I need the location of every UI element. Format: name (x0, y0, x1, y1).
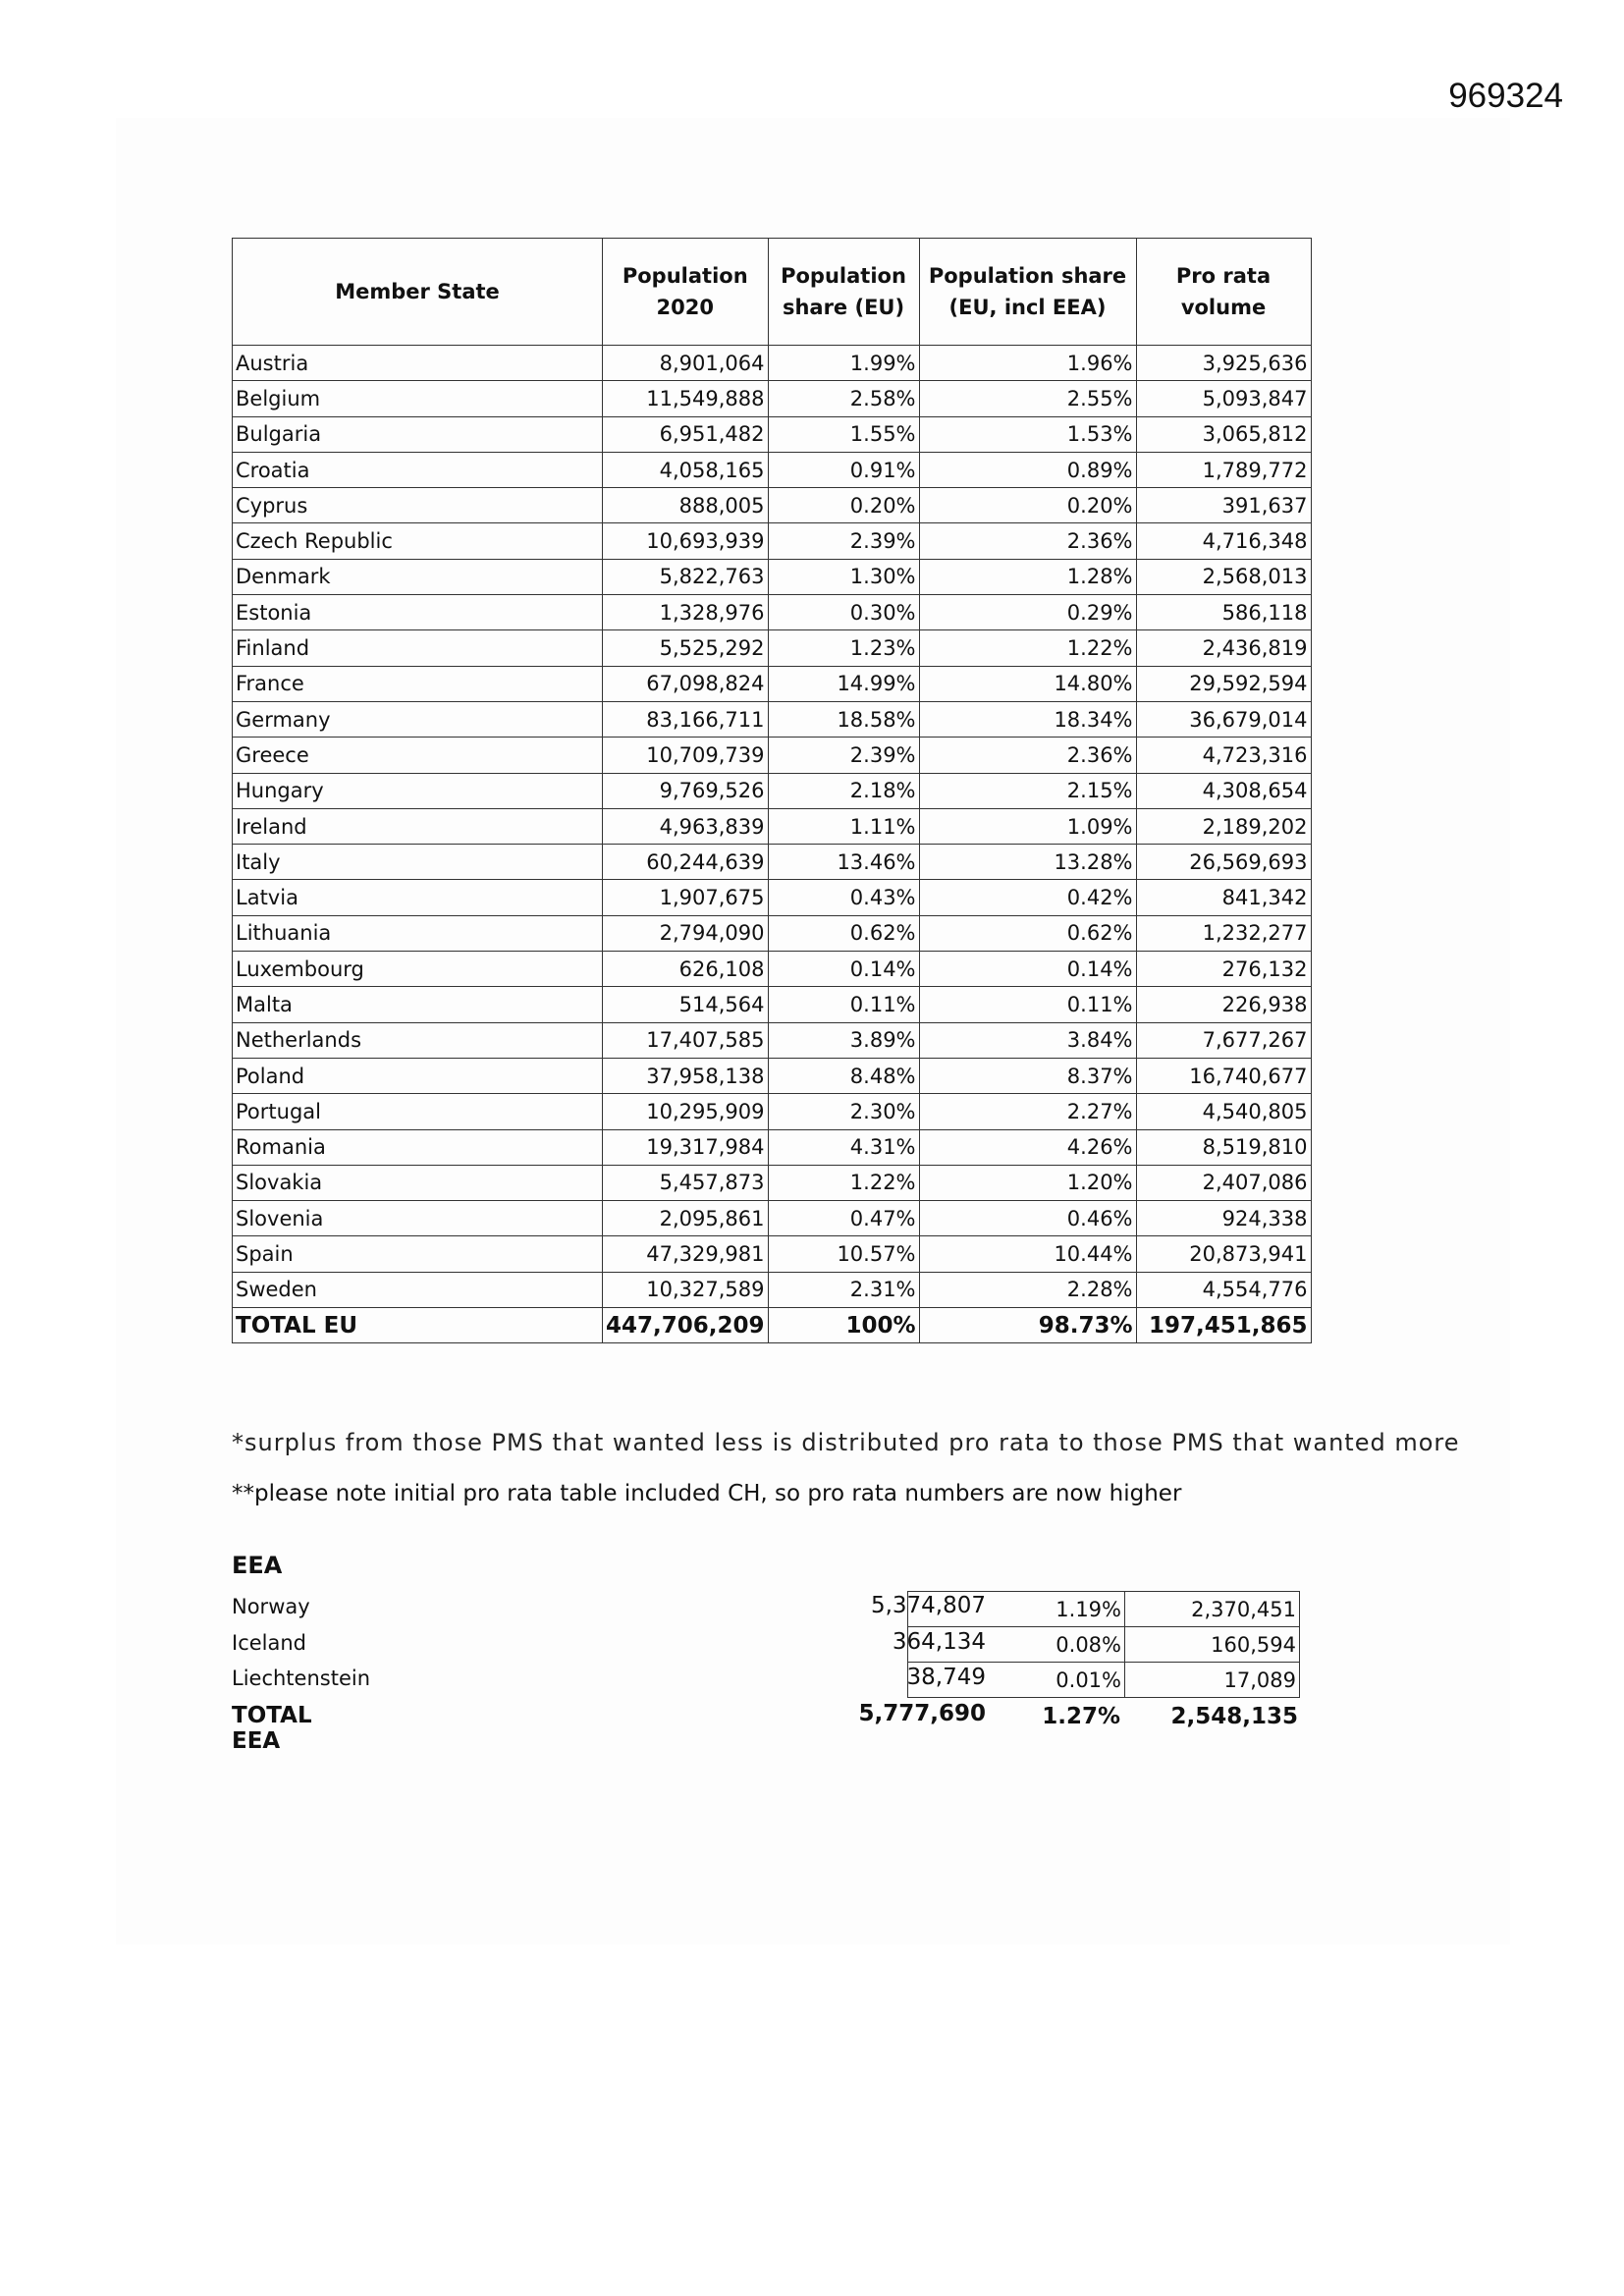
document-number: 969324 (1448, 77, 1563, 115)
cell-pro-rata-volume: 2,568,013 (1136, 559, 1311, 594)
cell-population-2020: 9,769,526 (603, 773, 769, 808)
cell-member-state: Germany (233, 701, 603, 737)
cell-share-eu: 1.11% (768, 808, 919, 844)
header-population-share-eea: Population share (EU, incl EEA) (919, 239, 1136, 346)
table-row (233, 880, 1312, 915)
cell-pro-rata-volume: 2,407,086 (1136, 1165, 1311, 1200)
cell-share-eea: 13.28% (919, 845, 1136, 880)
cell-share-eu: 0.14% (768, 952, 919, 987)
table-row (233, 595, 1312, 630)
eea-population: 38,749 (906, 1665, 986, 1690)
cell-pro-rata-volume: 4,716,348 (1136, 523, 1311, 559)
cell-share-eea: 1.09% (919, 808, 1136, 844)
cell-pro-rata-volume: 36,679,014 (1136, 701, 1311, 737)
cell-share-eea: 10.44% (919, 1236, 1136, 1272)
cell-population-2020: 10,693,939 (603, 523, 769, 559)
cell-share-eu: 2.39% (768, 523, 919, 559)
table-row (233, 701, 1312, 737)
header-population-share-eu: Population share (EU) (768, 239, 919, 346)
cell-share-eu: 18.58% (768, 701, 919, 737)
total-cell-share-eu: 100% (768, 1308, 919, 1343)
cell-population-2020: 8,901,064 (603, 346, 769, 381)
eea-share-row (908, 1592, 1300, 1627)
cell-share-eea: 2.36% (919, 523, 1136, 559)
cell-population-2020: 4,963,839 (603, 808, 769, 844)
cell-share-eu: 1.22% (768, 1165, 919, 1200)
cell-share-eea: 0.62% (919, 915, 1136, 951)
header-member-state: Member State (233, 239, 603, 346)
cell-member-state: Croatia (233, 452, 603, 487)
cell-pro-rata-volume: 16,740,677 (1136, 1058, 1311, 1093)
table-row (233, 845, 1312, 880)
ch-note: **please note initial pro rata table included CH, so pro rata numbers are now higher (232, 1481, 1182, 1506)
eea-volume: 2,370,451 (1125, 1592, 1300, 1627)
cell-population-2020: 2,095,861 (603, 1201, 769, 1236)
cell-share-eea: 0.11% (919, 987, 1136, 1022)
cell-pro-rata-volume: 1,789,772 (1136, 452, 1311, 487)
table-row (233, 630, 1312, 666)
cell-share-eea: 2.27% (919, 1094, 1136, 1129)
cell-share-eu: 0.11% (768, 987, 919, 1022)
cell-member-state: Hungary (233, 773, 603, 808)
table-header-row (233, 239, 1312, 346)
cell-pro-rata-volume: 924,338 (1136, 1201, 1311, 1236)
cell-population-2020: 67,098,824 (603, 666, 769, 701)
cell-member-state: Netherlands (233, 1022, 603, 1058)
table-row (233, 987, 1312, 1022)
cell-member-state: Greece (233, 738, 603, 773)
cell-share-eea: 1.53% (919, 416, 1136, 452)
cell-share-eu: 13.46% (768, 845, 919, 880)
cell-member-state: Austria (233, 346, 603, 381)
eea-population: 364,134 (892, 1628, 986, 1655)
cell-pro-rata-volume: 29,592,594 (1136, 666, 1311, 701)
cell-population-2020: 6,951,482 (603, 416, 769, 452)
cell-member-state: Finland (233, 630, 603, 666)
eea-volume: 160,594 (1125, 1627, 1300, 1663)
cell-member-state: Bulgaria (233, 416, 603, 452)
cell-share-eea: 3.84% (919, 1022, 1136, 1058)
table-row (233, 738, 1312, 773)
eea-country: Liechtenstein (232, 1667, 371, 1690)
cell-pro-rata-volume: 3,065,812 (1136, 416, 1311, 452)
eea-share: 1.19% (908, 1592, 1125, 1627)
cell-member-state: Czech Republic (233, 523, 603, 559)
total-cell-pro-rata-volume: 197,451,865 (1136, 1308, 1311, 1343)
header-population-2020: Population 2020 (603, 239, 769, 346)
table-row (233, 1201, 1312, 1236)
cell-population-2020: 10,709,739 (603, 738, 769, 773)
cell-member-state: Portugal (233, 1094, 603, 1129)
cell-share-eu: 10.57% (768, 1236, 919, 1272)
cell-member-state: France (233, 666, 603, 701)
eea-share-row (908, 1663, 1300, 1698)
cell-share-eu: 0.62% (768, 915, 919, 951)
table-row (233, 1022, 1312, 1058)
cell-share-eea: 1.20% (919, 1165, 1136, 1200)
cell-member-state: Luxembourg (233, 952, 603, 987)
cell-share-eu: 0.91% (768, 452, 919, 487)
cell-share-eea: 0.42% (919, 880, 1136, 915)
cell-share-eu: 0.43% (768, 880, 919, 915)
surplus-note (232, 1428, 1460, 1475)
cell-share-eea: 2.15% (919, 773, 1136, 808)
cell-share-eu: 2.18% (768, 773, 919, 808)
table-row (233, 559, 1312, 594)
cell-share-eea: 4.26% (919, 1129, 1136, 1165)
member-state-table (232, 238, 1312, 1343)
cell-member-state: Latvia (233, 880, 603, 915)
cell-population-2020: 10,295,909 (603, 1094, 769, 1129)
cell-population-2020: 5,525,292 (603, 630, 769, 666)
table-total-row (233, 1308, 1312, 1343)
cell-member-state: Malta (233, 987, 603, 1022)
cell-member-state: Belgium (233, 381, 603, 416)
cell-share-eu: 1.23% (768, 630, 919, 666)
cell-population-2020: 514,564 (603, 987, 769, 1022)
cell-population-2020: 83,166,711 (603, 701, 769, 737)
cell-share-eea: 1.96% (919, 346, 1136, 381)
cell-member-state: Estonia (233, 595, 603, 630)
table-row (233, 915, 1312, 951)
cell-pro-rata-volume: 4,723,316 (1136, 738, 1311, 773)
surplus-note-text: *surplus from those PMS that wanted less is distributed pro rata to those PMS that wanted more (232, 1429, 1460, 1456)
cell-share-eea: 8.37% (919, 1058, 1136, 1093)
table-row (233, 1129, 1312, 1165)
eea-share: 0.08% (908, 1627, 1125, 1663)
cell-member-state: Cyprus (233, 488, 603, 523)
header-pro-rata-volume: Pro rata volume (1136, 239, 1311, 346)
cell-population-2020: 47,329,981 (603, 1236, 769, 1272)
eea-total-population: 5,777,690 (858, 1700, 986, 1726)
cell-pro-rata-volume: 586,118 (1136, 595, 1311, 630)
cell-share-eea: 0.14% (919, 952, 1136, 987)
cell-member-state: Poland (233, 1058, 603, 1093)
cell-share-eu: 0.47% (768, 1201, 919, 1236)
cell-share-eu: 1.99% (768, 346, 919, 381)
table-row (233, 346, 1312, 381)
cell-population-2020: 2,794,090 (603, 915, 769, 951)
table-row (233, 1165, 1312, 1200)
cell-pro-rata-volume: 3,925,636 (1136, 346, 1311, 381)
table-row (233, 488, 1312, 523)
cell-share-eu: 3.89% (768, 1022, 919, 1058)
cell-share-eu: 2.31% (768, 1272, 919, 1307)
cell-population-2020: 10,327,589 (603, 1272, 769, 1307)
cell-share-eu: 0.30% (768, 595, 919, 630)
eea-title: EEA (232, 1552, 283, 1579)
total-cell-population-2020: 447,706,209 (603, 1308, 769, 1343)
cell-population-2020: 1,328,976 (603, 595, 769, 630)
cell-pro-rata-volume: 391,637 (1136, 488, 1311, 523)
cell-share-eea: 14.80% (919, 666, 1136, 701)
eea-country: Iceland (232, 1630, 307, 1655)
cell-member-state: Sweden (233, 1272, 603, 1307)
cell-population-2020: 19,317,984 (603, 1129, 769, 1165)
cell-share-eea: 0.46% (919, 1201, 1136, 1236)
cell-pro-rata-volume: 4,308,654 (1136, 773, 1311, 808)
eea-population: 5,374,807 (870, 1593, 986, 1618)
cell-pro-rata-volume: 2,189,202 (1136, 808, 1311, 844)
cell-population-2020: 37,958,138 (603, 1058, 769, 1093)
eea-volume: 17,089 (1125, 1663, 1300, 1698)
table-row (233, 808, 1312, 844)
eea-total-label: TOTAL EEA (232, 1702, 312, 1754)
cell-share-eea: 2.55% (919, 381, 1136, 416)
cell-member-state: Romania (233, 1129, 603, 1165)
cell-pro-rata-volume: 20,873,941 (1136, 1236, 1311, 1272)
cell-share-eea: 0.29% (919, 595, 1136, 630)
cell-population-2020: 60,244,639 (603, 845, 769, 880)
cell-population-2020: 17,407,585 (603, 1022, 769, 1058)
cell-population-2020: 5,822,763 (603, 559, 769, 594)
cell-share-eea: 1.28% (919, 559, 1136, 594)
cell-share-eu: 1.30% (768, 559, 919, 594)
cell-pro-rata-volume: 276,132 (1136, 952, 1311, 987)
eea-share-table (907, 1591, 1300, 1698)
cell-population-2020: 1,907,675 (603, 880, 769, 915)
cell-share-eu: 8.48% (768, 1058, 919, 1093)
cell-share-eea: 18.34% (919, 701, 1136, 737)
cell-share-eu: 2.58% (768, 381, 919, 416)
table-row (233, 523, 1312, 559)
total-cell-member-state: TOTAL EU (233, 1308, 603, 1343)
total-cell-share-eea: 98.73% (919, 1308, 1136, 1343)
cell-share-eu: 2.30% (768, 1094, 919, 1129)
eea-total-share: 1.27% (1042, 1704, 1120, 1729)
cell-member-state: Italy (233, 845, 603, 880)
cell-share-eea: 2.28% (919, 1272, 1136, 1307)
cell-share-eu: 4.31% (768, 1129, 919, 1165)
cell-share-eu: 1.55% (768, 416, 919, 452)
cell-pro-rata-volume: 226,938 (1136, 987, 1311, 1022)
cell-pro-rata-volume: 7,677,267 (1136, 1022, 1311, 1058)
cell-population-2020: 11,549,888 (603, 381, 769, 416)
table-row (233, 1058, 1312, 1093)
table-row (233, 381, 1312, 416)
cell-pro-rata-volume: 1,232,277 (1136, 915, 1311, 951)
cell-member-state: Slovenia (233, 1201, 603, 1236)
notes-block (232, 1422, 1460, 1506)
cell-pro-rata-volume: 841,342 (1136, 880, 1311, 915)
eea-share-row (908, 1627, 1300, 1663)
table-row (233, 1094, 1312, 1129)
cell-member-state: Slovakia (233, 1165, 603, 1200)
table-row (233, 1272, 1312, 1307)
cell-member-state: Ireland (233, 808, 603, 844)
table-row (233, 1236, 1312, 1272)
cell-population-2020: 888,005 (603, 488, 769, 523)
eea-country: Norway (232, 1595, 310, 1618)
cell-population-2020: 4,058,165 (603, 452, 769, 487)
cell-share-eea: 1.22% (919, 630, 1136, 666)
cell-share-eu: 14.99% (768, 666, 919, 701)
cell-share-eea: 0.20% (919, 488, 1136, 523)
table-row (233, 952, 1312, 987)
cell-population-2020: 5,457,873 (603, 1165, 769, 1200)
cell-share-eu: 0.20% (768, 488, 919, 523)
table-row (233, 666, 1312, 701)
cell-pro-rata-volume: 4,540,805 (1136, 1094, 1311, 1129)
cell-share-eu: 2.39% (768, 738, 919, 773)
eea-total-volume: 2,548,135 (1170, 1704, 1298, 1729)
cell-share-eea: 2.36% (919, 738, 1136, 773)
cell-pro-rata-volume: 5,093,847 (1136, 381, 1311, 416)
cell-pro-rata-volume: 4,554,776 (1136, 1272, 1311, 1307)
cell-member-state: Spain (233, 1236, 603, 1272)
cell-pro-rata-volume: 26,569,693 (1136, 845, 1311, 880)
table-row (233, 773, 1312, 808)
cell-member-state: Denmark (233, 559, 603, 594)
cell-population-2020: 626,108 (603, 952, 769, 987)
table-row (233, 452, 1312, 487)
cell-pro-rata-volume: 2,436,819 (1136, 630, 1311, 666)
table-row (233, 416, 1312, 452)
cell-share-eea: 0.89% (919, 452, 1136, 487)
eea-share: 0.01% (908, 1663, 1125, 1698)
cell-pro-rata-volume: 8,519,810 (1136, 1129, 1311, 1165)
cell-member-state: Lithuania (233, 915, 603, 951)
